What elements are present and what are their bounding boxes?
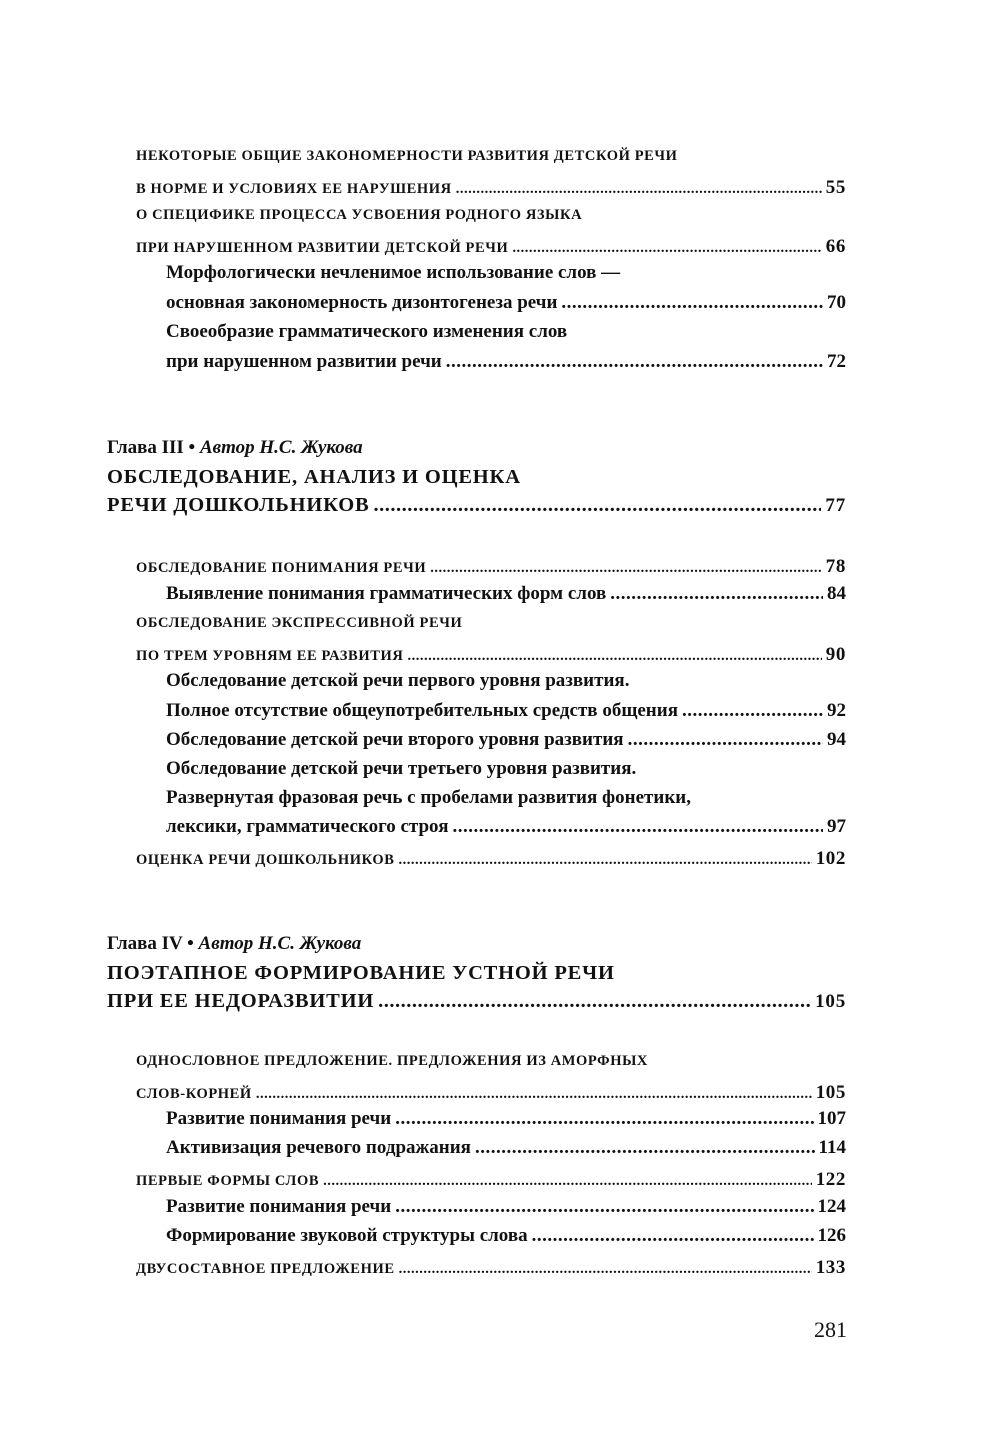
toc-entry-title: при нарушенном развитии речи [166,351,442,372]
toc-entry-title: ОБСЛЕДОВАНИЕ ПОНИМАНИЯ РЕЧИ [136,560,427,576]
toc-page-number: 66 [825,236,846,257]
leader-dots [610,583,823,605]
toc-entry[interactable] [136,1082,846,1104]
toc-entry-title: ПО ТРЕМ УРОВНЯМ ЕЕ РАЗВИТИЯ [136,648,404,664]
toc-page-number: 77 [825,495,846,516]
leader-dots [323,1173,812,1190]
chapter-heading [107,933,361,955]
chapter-author: Автор Н.С. Жукова [198,933,362,954]
toc-section-title: НЕКОТОРЫЕ ОБЩИЕ ЗАКОНОМЕРНОСТИ РАЗВИТИЯ ДЕТСКОЙ РЕЧИ [136,148,678,164]
toc-entry-title: Формирование звуковой структуры слова [166,1225,528,1246]
toc-subsection-title: Развернутая фразовая речь с пробелами развития фонетики, [166,787,691,808]
toc-page-number: 105 [815,991,846,1012]
toc-page-number: 72 [827,351,846,372]
toc-entry[interactable] [166,583,846,605]
chapter-author: Автор Н.С. Жукова [199,437,363,458]
toc-entry-title: ПЕРВЫЕ ФОРМЫ СЛОВ [136,1173,320,1189]
toc-entry[interactable] [166,729,846,751]
toc-entry[interactable] [166,292,846,314]
leader-dots [399,852,812,869]
leader-dots [628,729,823,751]
toc-subsection-title: Обследование детской речи первого уровня развития. [166,670,630,691]
toc-entry-title: Активизация речевого подражания [166,1137,471,1158]
toc-entry[interactable] [136,848,846,870]
toc-entry-title: ДВУСОСТАВНОЕ ПРЕДЛОЖЕНИЕ [136,1261,395,1277]
chapter-title: ОБСЛЕДОВАНИЕ, АНАЛИЗ И ОЦЕНКА [107,466,521,488]
toc-subsection-title: Своеобразие грамматического изменения слов [166,321,568,342]
leader-dots [475,1137,815,1159]
toc-page-number: 102 [815,848,846,869]
toc-page-number: 92 [827,700,846,721]
toc-entry-title: Развитие понимания речи [166,1108,392,1129]
toc-entry[interactable] [166,1137,846,1159]
page-number: 281 [814,1317,847,1342]
toc-entry-title: лексики, грамматического строя [166,816,449,837]
toc-section-title: ОБСЛЕДОВАНИЕ ЭКСПРЕССИВНОЙ РЕЧИ [136,615,463,631]
toc-entry-title: СЛОВ-КОРНЕЙ [136,1086,252,1102]
chapter-label: Глава III • [107,437,196,458]
toc-subsection-title: Морфологически нечленимое использование слов — [166,262,621,283]
toc-entry-title: ПРИ НАРУШЕННОМ РАЗВИТИИ ДЕТСКОЙ РЕЧИ [136,240,509,256]
toc-page-number: 78 [825,556,846,577]
toc-entry[interactable] [136,644,846,666]
toc-entry[interactable] [136,1257,846,1279]
toc-page-number: 122 [815,1169,846,1190]
leader-dots [532,1225,814,1247]
leader-dots [430,560,822,577]
leader-dots [407,648,821,665]
toc-page-number: 70 [827,292,846,313]
leader-dots [256,1086,812,1103]
toc-subsection-title: Обследование детской речи третьего уровня развития. [166,758,637,779]
toc-entry-title: Выявление понимания грамматических форм слов [166,583,607,604]
toc-entry[interactable] [166,351,846,373]
leader-dots [452,816,823,838]
toc-entry[interactable] [107,494,846,517]
toc-page-number: 97 [827,816,846,837]
toc-page-number: 84 [827,583,846,604]
toc-entry[interactable] [136,177,846,199]
leader-dots [561,292,823,314]
toc-entry-title: основная закономерность дизонтогенеза речи [166,292,558,313]
toc-entry-title: В НОРМЕ И УСЛОВИЯХ ЕЕ НАРУШЕНИЯ [136,181,452,197]
leader-dots [682,700,823,722]
toc-page-number: 105 [815,1082,846,1103]
leader-dots [395,1108,813,1130]
leader-dots [512,240,821,257]
toc-entry-title: ПРИ ЕЕ НЕДОРАЗВИТИИ [107,990,375,1012]
chapter-heading [107,437,363,459]
chapter-title: ПОЭТАПНОЕ ФОРМИРОВАНИЕ УСТНОЙ РЕЧИ [107,962,615,984]
leader-dots [373,494,821,517]
toc-entry[interactable] [136,236,846,258]
toc-entry[interactable] [136,556,846,578]
toc-page-number: 114 [818,1137,846,1158]
toc-entry-title: Развитие понимания речи [166,1196,392,1217]
leader-dots [456,181,822,198]
toc-page-number: 126 [817,1225,846,1246]
leader-dots [399,1261,812,1278]
toc-page-number: 94 [827,729,846,750]
leader-dots [446,351,823,373]
chapter-label: Глава IV • [107,933,194,954]
toc-entry-title: Обследование детской речи второго уровня развития [166,729,624,750]
toc-entry-title: РЕЧИ ДОШКОЛЬНИКОВ [107,494,370,516]
toc-entry[interactable] [107,990,846,1013]
toc-entry[interactable] [136,1169,846,1191]
toc-section-title: О СПЕЦИФИКЕ ПРОЦЕССА УСВОЕНИЯ РОДНОГО ЯЗЫКА [136,207,583,223]
toc-entry[interactable] [166,1225,846,1247]
toc-page-number: 107 [817,1108,846,1129]
toc-page-number: 90 [825,644,846,665]
toc-entry-title: Полное отсутствие общеупотребительных средств общения [166,700,678,721]
toc-page-number: 124 [817,1196,846,1217]
toc-entry[interactable] [166,700,846,722]
toc-page-number: 55 [825,177,846,198]
leader-dots [395,1196,813,1218]
toc-section-title: ОДНОСЛОВНОЕ ПРЕДЛОЖЕНИЕ. ПРЕДЛОЖЕНИЯ ИЗ АМОРФНЫХ [136,1053,648,1069]
leader-dots [378,990,811,1013]
toc-page-number: 133 [815,1257,846,1278]
toc-entry-title: ОЦЕНКА РЕЧИ ДОШКОЛЬНИКОВ [136,852,395,868]
toc-entry[interactable] [166,1108,846,1130]
toc-entry[interactable] [166,1196,846,1218]
toc-entry[interactable] [166,816,846,838]
